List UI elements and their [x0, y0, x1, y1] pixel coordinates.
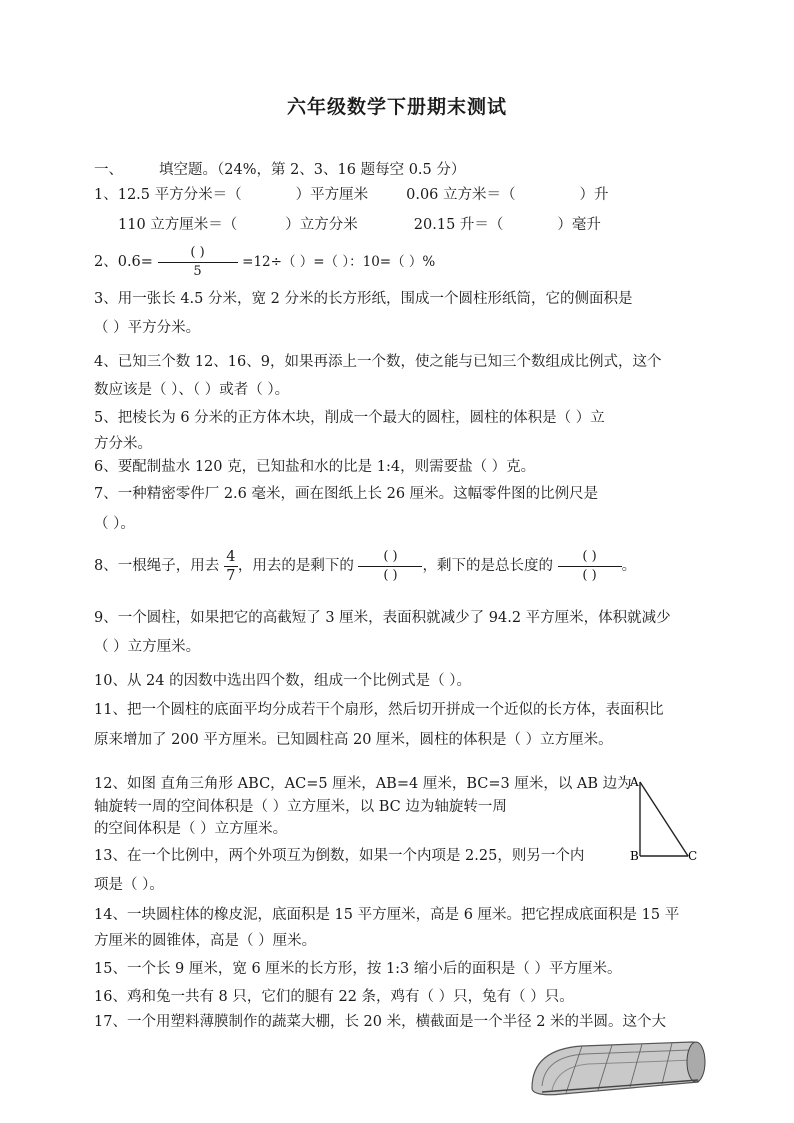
q8-answer-fraction-1[interactable] — [358, 548, 422, 585]
question-4-line-1: 4、已知三个数 12、16、9，如果再添上一个数，使之能与已知三个数组成比例式，这个 — [94, 354, 662, 370]
question-9-line-1: 9、一个圆柱，如果把它的高截短了 3 厘米，表面积就减少了 94.2 平方厘米，体积就减少 — [94, 610, 671, 626]
question-2 — [94, 240, 435, 284]
vertex-label-c: C — [688, 849, 698, 863]
fraction-denominator: 7 — [226, 567, 236, 584]
page-title: 六年级数学下册期末测试 — [286, 96, 507, 118]
fraction-blank[interactable]: ( ) — [383, 567, 398, 583]
q1-part-e: 110 立方厘米＝（ — [118, 217, 238, 233]
fraction-denominator: 5 — [193, 263, 202, 279]
question-17-line-1: 17、一个用塑料薄膜制作的蔬菜大棚，长 20 米，横截面是一个半径 2 米的半圆。这个大 — [94, 1014, 667, 1030]
question-1-line-1 — [94, 185, 609, 205]
question-10: 10、从 24 的因数中选出四个数，组成一个比例式是（ ）。 — [94, 673, 471, 689]
question-7-line-2: （ ）。 — [94, 516, 135, 532]
question-12-line-3: 的空间体积是（ ）立方厘米。 — [94, 821, 288, 837]
q8-part-d: 。 — [621, 558, 637, 574]
question-11-line-2: 原来增加了 200 平方厘米。已知圆柱高 20 厘米，圆柱的体积是（ ）立方厘米。 — [94, 732, 613, 748]
right-triangle-figure — [628, 774, 708, 864]
question-9-line-2: （ ）立方厘米。 — [94, 639, 201, 655]
fraction-numerator: 4 — [226, 548, 236, 565]
q1-part-h: ）毫升 — [557, 217, 601, 233]
q1-part-a: 1、12.5 平方分米＝（ — [94, 187, 242, 203]
q1-part-b: ）平方厘米 — [295, 187, 369, 203]
fraction-blank[interactable]: ( ) — [582, 567, 597, 583]
q2-prefix: 2、0.6= — [94, 254, 153, 270]
q2-rest: =12÷（ ）=（ ）：10=（ ）% — [242, 254, 436, 270]
q1-part-c: 0.06 立方米＝（ — [406, 187, 516, 203]
vertex-label-b: B — [630, 849, 639, 863]
q8-answer-fraction-2[interactable] — [558, 548, 622, 585]
fraction-blank[interactable]: ( ) — [383, 548, 398, 564]
question-15: 15、一个长 9 厘米，宽 6 厘米的长方形，按 1:3 缩小后的面积是（ ）平方厘米。 — [94, 961, 622, 977]
greenhouse-tunnel-illustration — [522, 1030, 712, 1100]
q2-fraction — [158, 244, 238, 281]
question-3-line-1: 3、用一张长 4.5 分米，宽 2 分米的长方形纸，围成一个圆柱形纸筒，它的侧面积是 — [94, 291, 633, 307]
question-14-line-2: 方厘米的圆锥体，高是（ ）厘米。 — [94, 933, 317, 949]
question-4-line-2: 数应该是（ ）、（ ）或者（ ）。 — [94, 382, 290, 398]
question-16: 16、鸡和兔一共有 8 只，它们的腿有 22 条，鸡有（ ）只，兔有（ ）只。 — [94, 989, 574, 1005]
vertex-label-a: A — [630, 775, 639, 789]
question-5-line-2: 方分米。 — [94, 436, 152, 452]
section-number: 一、 — [94, 162, 123, 178]
question-11-line-1: 11、把一个圆柱的底面平均分成若干个扇形，然后切开拼成一个近似的长方体，表面积比 — [94, 702, 664, 718]
fraction-numerator-blank[interactable]: ( ) — [190, 244, 205, 260]
q1-part-f: ）立方分米 — [285, 217, 358, 233]
section-header — [94, 160, 465, 180]
question-7-line-1: 7、一种精密零件厂 2.6 毫米，画在图纸上长 26 厘米。这幅零件图的比例尺是 — [94, 486, 599, 502]
q8-fraction — [224, 548, 238, 585]
question-13-line-2: 项是（ ）。 — [94, 877, 164, 893]
question-6: 6、要配制盐水 120 克，已知盐和水的比是 1:4，则需要盐（ ）克。 — [94, 459, 536, 475]
fraction-blank[interactable]: ( ) — [582, 548, 597, 564]
question-3-line-2: （ ）平方分米。 — [94, 320, 201, 336]
question-5-line-1: 5、把棱长为 6 分米的正方体木块，削成一个最大的圆柱，圆柱的体积是（ ）立 — [94, 410, 605, 426]
section-instructions: 填空题。（24%，第 2、3、16 题每空 0.5 分） — [159, 162, 466, 178]
q8-part-c: ，剩下的是总长度的 — [422, 558, 553, 574]
q8-part-a: 8、一根绳子，用去 — [94, 558, 220, 574]
q1-part-g: 20.15 升＝（ — [413, 217, 504, 233]
q1-part-d: ）升 — [579, 187, 609, 203]
q8-part-b: ，用去的是剩下的 — [237, 558, 354, 574]
question-12-line-1: 12、如图 直角三角形 ABC，AC=5 厘米，AB=4 厘米，BC=3 厘米，以 AB 边为 — [94, 776, 632, 792]
question-8 — [94, 544, 636, 588]
question-1-line-2 — [118, 215, 601, 235]
question-12-line-2: 轴旋转一周的空间体积是（ ）立方厘米，以 BC 边为轴旋转一周 — [94, 799, 507, 815]
question-14-line-1: 14、一块圆柱体的橡皮泥，底面积是 15 平方厘米，高是 6 厘米。把它捏成底面积是 15 平 — [94, 907, 680, 923]
question-13-line-1: 13、在一个比例中，两个外项互为倒数，如果一个内项是 2.25，则另一个内 — [94, 848, 585, 864]
